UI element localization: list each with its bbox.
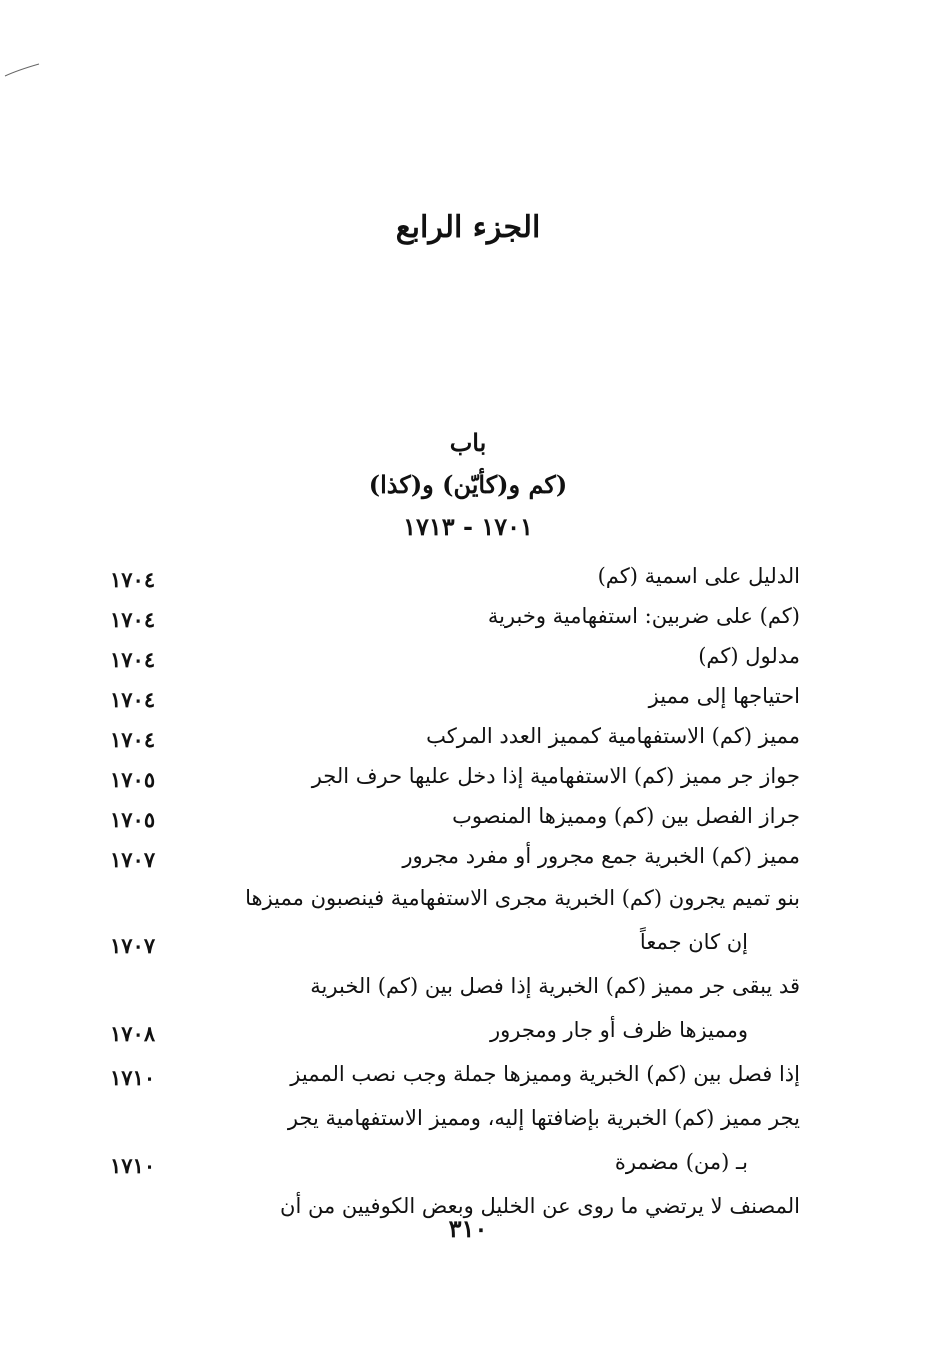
toc-page-number: ١٧٠٥: [110, 767, 156, 792]
toc-entry-text: جراز الفصل بين (كم) ومميزها المنصوب: [452, 804, 800, 828]
toc-page-number: ١٧٠٤: [110, 647, 156, 672]
toc-entry: [110, 556, 800, 596]
chapter-name: (كم و(كأيّن) و(كذا): [368, 470, 568, 499]
toc-entry: [110, 964, 800, 1008]
toc-entry-text: ومميزها ظرف أو جار ومجرور: [489, 1018, 748, 1042]
toc-entry: [110, 1140, 800, 1184]
part-title: الجزء الرابع: [395, 210, 541, 245]
toc-entry: [110, 876, 800, 920]
toc-entry: [110, 1008, 800, 1052]
chapter-label: باب: [449, 428, 487, 457]
toc-entry-text: مميز (كم) الاستفهامية كمميز العدد المركب: [426, 724, 800, 748]
toc-page-number: ١٧٠٧: [110, 847, 156, 872]
toc-entry-text: بنو تميم يجرون (كم) الخبرية مجرى الاستفهامية فينصبون مميزها: [245, 886, 800, 910]
page-number: ٣١٠: [448, 1214, 488, 1243]
toc-page-number: ١٧٠٤: [110, 607, 156, 632]
toc-entry-text: جواز جر مميز (كم) الاستفهامية إذا دخل عليها حرف الجر: [311, 764, 800, 788]
toc-entry: [110, 1052, 800, 1096]
chapter-range: ١٧٠١ - ١٧١٣: [403, 512, 533, 541]
toc-page-number: ١٧٠٤: [110, 687, 156, 712]
toc-page-number: ١٧٠٨: [110, 1021, 156, 1046]
toc-entry-text: إن كان جمعاً: [639, 930, 748, 954]
toc-entry: [110, 920, 800, 964]
toc-entry-text: احتياجها إلى مميز: [648, 684, 800, 708]
toc-page-number: ١٧٠٤: [110, 567, 156, 592]
toc-entry: [110, 636, 800, 676]
toc-entry-text: مميز (كم) الخبرية جمع مجرور أو مفرد مجرور: [402, 844, 800, 868]
toc-entry-text: إذا فصل بين (كم) الخبرية ومميزها جملة وجب نصب المميز: [290, 1062, 800, 1086]
toc-entry: [110, 796, 800, 836]
toc-entry-text: يجر مميز (كم) الخبرية بإضافتها إليه، ومميز الاستفهامية يجر: [287, 1106, 800, 1130]
toc-entry: [110, 716, 800, 756]
toc-page-number: ١٧٠٤: [110, 727, 156, 752]
toc-entry-text: (كم) على ضربين: استفهامية وخبرية: [487, 604, 800, 628]
toc-entry-text: قد يبقى جر مميز (كم) الخبرية إذا فصل بين (كم) الخبرية: [310, 974, 800, 998]
toc-entry-text: بـ (من) مضمرة: [614, 1150, 748, 1174]
toc-entry: [110, 756, 800, 796]
toc-page-number: ١٧٠٥: [110, 807, 156, 832]
chapter-heading: [0, 422, 936, 548]
toc-page-number: ١٧٠٧: [110, 933, 156, 958]
toc-entry: [110, 596, 800, 636]
toc-page-number: ١٧١٠: [110, 1065, 156, 1090]
toc-entry: [110, 676, 800, 716]
toc-entry-text: المصنف لا يرتضي ما روى عن الخليل وبعض الكوفيين من أن: [280, 1194, 800, 1218]
toc-entry: [110, 1096, 800, 1140]
scan-pencil-mark: [4, 62, 40, 78]
toc-entry: [110, 836, 800, 876]
toc-entry-text: مدلول (كم): [698, 644, 800, 668]
table-of-contents: [110, 556, 800, 1228]
toc-entry-text: الدليل على اسمية (كم): [597, 564, 800, 588]
toc-page-number: ١٧١٠: [110, 1153, 156, 1178]
